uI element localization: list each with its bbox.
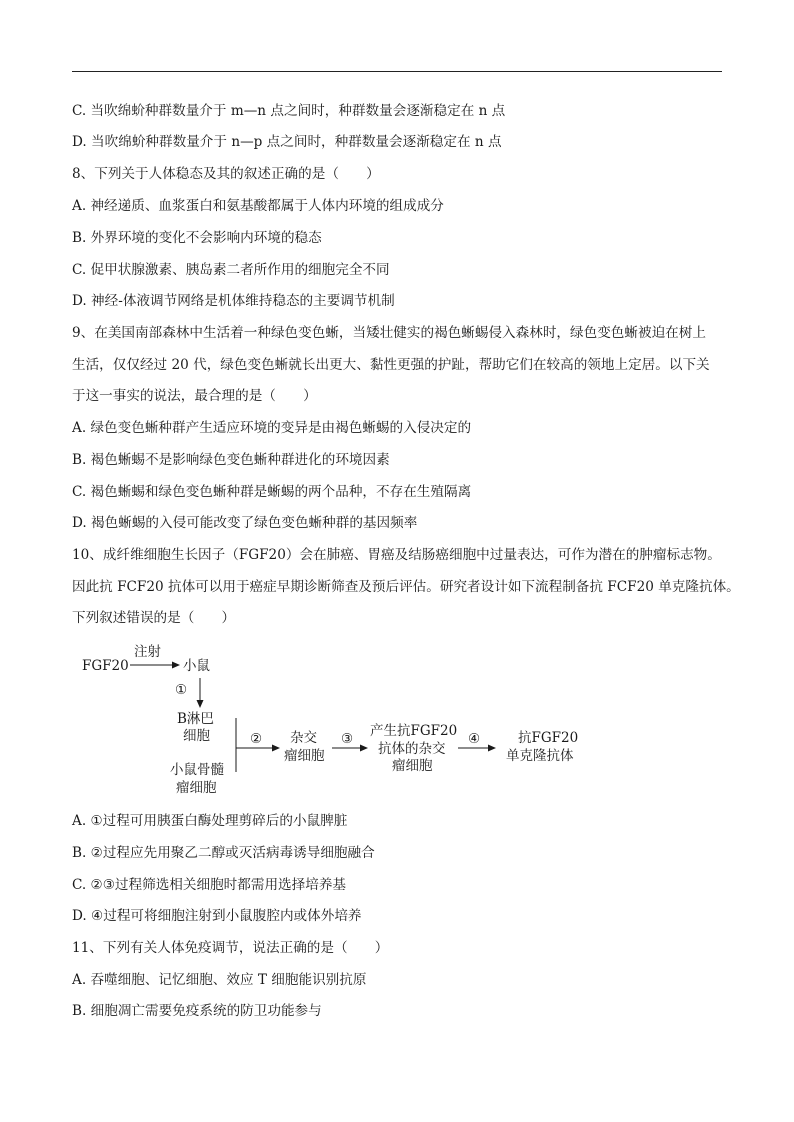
diagram-step2: ② (250, 731, 263, 747)
arrow-step3-head (360, 745, 368, 752)
question-10-stem-line3: 下列叙述错误的是（ ） (72, 610, 236, 626)
option-q7-c: C. 当吹绵蚧种群数量介于 m—n 点之间时，种群数量会逐渐稳定在 n 点 (72, 103, 506, 119)
option-q9-d: D. 褐色蜥蜴的入侵可能改变了绿色变色蜥种群的基因频率 (72, 515, 418, 531)
diagram-producing-line2: 抗体的杂交 (378, 741, 446, 757)
diagram-producing-line3: 瘤细胞 (392, 758, 433, 774)
option-q10-d: D. ④过程可将细胞注射到小鼠腹腔内或体外培养 (72, 908, 362, 924)
diagram-bcell-line2: 细胞 (183, 728, 210, 744)
diagram-bcell-line1: B淋巴 (177, 711, 214, 727)
option-q8-a: A. 神经递质、血浆蛋白和氨基酸都属于人体内环境的组成成分 (72, 198, 444, 214)
diagram-mab-line1: 抗FGF20 (518, 730, 579, 746)
arrow-step2-head (272, 745, 280, 752)
option-q10-b: B. ②过程应先用聚乙二醇或灭活病毒诱导细胞融合 (72, 845, 375, 861)
diagram-mab-line2: 单克隆抗体 (506, 748, 574, 764)
diagram-mouse: 小鼠 (183, 658, 210, 674)
question-10-stem-line2: 因此抗 FCF20 抗体可以用于癌症早期诊断筛查及预后评估。研究者设计如下流程制备抗 FCF20 单克隆抗体。 (72, 579, 740, 595)
header-rule (72, 71, 722, 72)
arrow-step1-head (197, 700, 204, 708)
option-q10-a: A. ①过程可用胰蛋白酶处理剪碎后的小鼠脾脏 (72, 813, 348, 829)
diagram-hybridoma-line1: 杂交 (290, 730, 317, 746)
option-q7-d: D. 当吹绵蚧种群数量介于 n—p 点之间时，种群数量会逐渐稳定在 n 点 (72, 134, 502, 150)
diagram-myeloma-line1: 小鼠骨髓 (170, 762, 224, 778)
option-q8-c: C. 促甲状腺激素、胰岛素二者所作用的细胞完全不同 (72, 262, 390, 278)
diagram-producing-line1: 产生抗FGF20 (370, 723, 458, 739)
arrow-inject-head (172, 662, 180, 669)
option-q10-c: C. ②③过程筛选相关细胞时都需用选择培养基 (72, 877, 347, 893)
diagram-step1: ① (175, 682, 188, 698)
option-q9-a: A. 绿色变色蜥种群产生适应环境的变异是由褐色蜥蜴的入侵决定的 (72, 420, 472, 436)
diagram-step3: ③ (341, 731, 354, 747)
diagram-hybridoma-line2: 瘤细胞 (284, 748, 325, 764)
diagram-fgf20: FGF20 (82, 658, 129, 674)
question-9-stem-line3: 于这一事实的说法，最合理的是（ ） (72, 388, 317, 404)
option-q9-c: C. 褐色蜥蜴和绿色变色蜥种群是蜥蜴的两个品种，不存在生殖隔离 (72, 484, 472, 500)
monoclonal-antibody-flowchart (70, 632, 610, 804)
diagram-inject-label: 注射 (134, 644, 161, 660)
question-11-stem: 11、下列有关人体免疫调节，说法正确的是（ ） (72, 940, 389, 956)
option-q9-b: B. 褐色蜥蜴不是影响绿色变色蜥种群进化的环境因素 (72, 452, 390, 468)
arrow-step4-head (488, 745, 496, 752)
question-10-stem-line1: 10、成纤维细胞生长因子（FGF20）会在肺癌、胃癌及结肠癌细胞中过量表达，可作为潜在的肿瘤标志物。 (72, 547, 721, 563)
question-9-stem-line2: 生活，仅仅经过 20 代，绿色变色蜥就长出更大、黏性更强的护趾，帮助它们在较高的领地上定居。以下关 (72, 357, 710, 373)
question-9-stem-line1: 9、在美国南部森林中生活着一种绿色变色蜥，当矮壮健实的褐色蜥蜴侵入森林时，绿色变色蜥被迫在树上 (72, 325, 706, 341)
diagram-myeloma-line2: 瘤细胞 (176, 780, 217, 796)
option-q11-b: B. 细胞凋亡需要免疫系统的防卫功能参与 (72, 1003, 322, 1019)
option-q11-a: A. 吞噬细胞、记忆细胞、效应 T 细胞能识别抗原 (72, 972, 367, 988)
question-8-stem: 8、下列关于人体稳态及其的叙述正确的是（ ） (72, 166, 380, 182)
option-q8-d: D. 神经-体液调节网络是机体维持稳态的主要调节机制 (72, 293, 395, 309)
option-q8-b: B. 外界环境的变化不会影响内环境的稳态 (72, 230, 322, 246)
diagram-step4: ④ (468, 731, 481, 747)
